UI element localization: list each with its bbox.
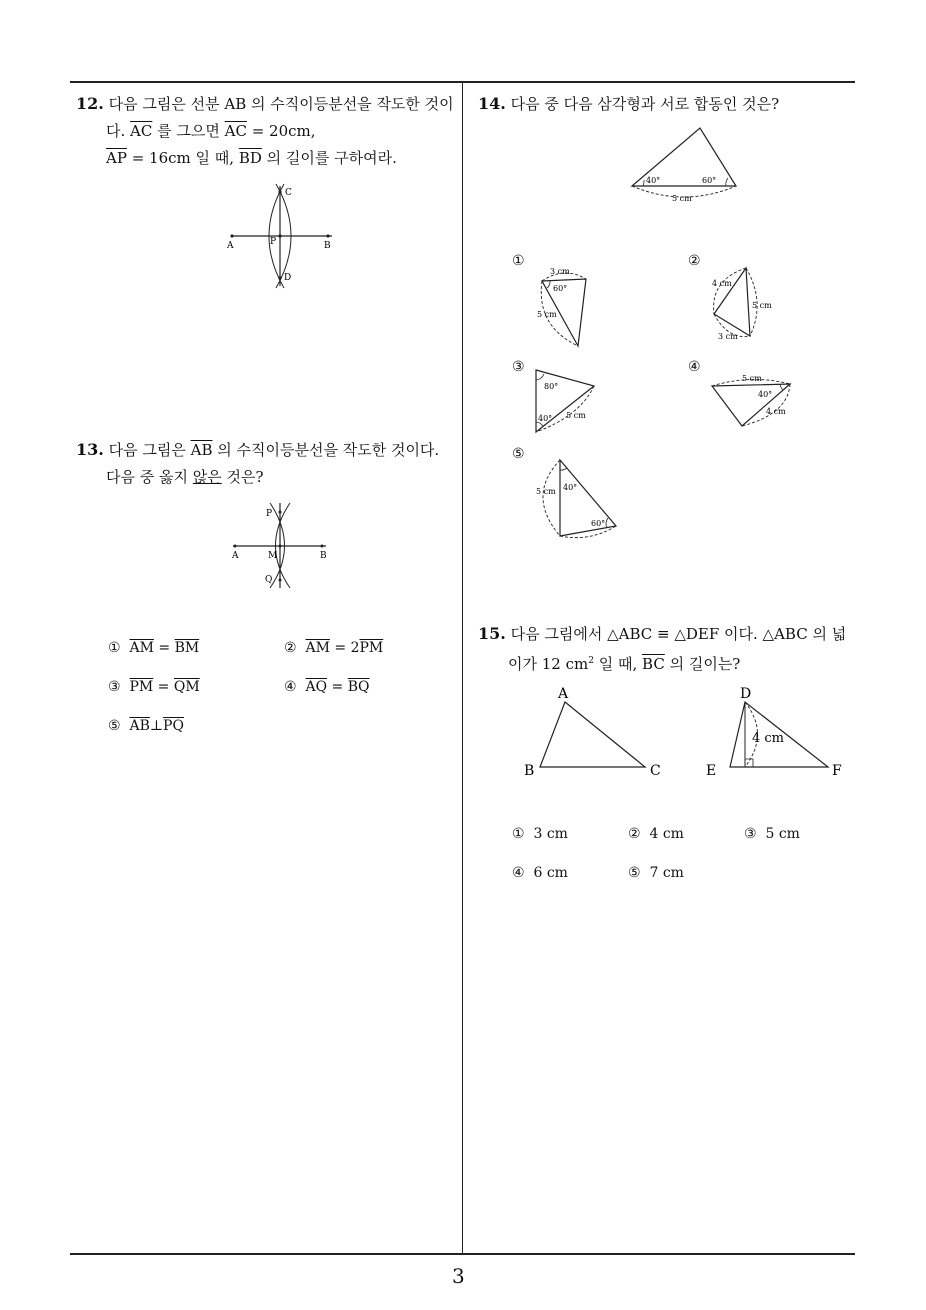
q12-line3	[76, 145, 460, 172]
option-number: ⑤	[108, 718, 121, 734]
q14-choice-3-number[interactable]: ③	[512, 359, 525, 375]
q14-choice-4-figure[interactable]	[706, 372, 798, 430]
q14-c4-len-4: 4 cm	[766, 407, 786, 416]
q13-label-a: A	[232, 551, 239, 561]
option-number: ②	[628, 826, 641, 842]
q14-c3-len-5: 5 cm	[566, 411, 586, 420]
page-number: 3	[452, 1264, 465, 1288]
q15-option-1[interactable]	[512, 826, 568, 842]
question-12	[76, 90, 460, 172]
option-number: ①	[108, 640, 121, 656]
q15-label-e: E	[706, 763, 717, 779]
q12-seg-ac-2: $\overline{AC}$	[224, 122, 247, 140]
q13-underlined-word: 않은	[192, 468, 222, 486]
q14-c1-len-5: 5 cm	[537, 310, 557, 319]
q15-label-d: D	[740, 686, 752, 702]
q13-option-3[interactable]	[108, 679, 200, 695]
option-lhs: $\overline{AM}$	[129, 640, 154, 656]
option-number: ⑤	[628, 865, 641, 881]
q14-main-length: 5 cm	[672, 194, 692, 203]
q13-seg-ab: $\overline{AB}$	[190, 441, 213, 459]
q14-c2-len-3: 3 cm	[718, 332, 738, 341]
question-15	[478, 620, 863, 678]
q14-choice-1-figure[interactable]	[530, 264, 592, 350]
q14-number: 14.	[478, 94, 506, 113]
q15-figure	[520, 682, 850, 782]
column-divider	[462, 81, 463, 1255]
q15-option-2[interactable]	[628, 826, 684, 842]
q12-text-2a: 다.	[106, 122, 131, 140]
bottom-rule	[70, 1253, 855, 1255]
q15-option-3[interactable]	[744, 826, 800, 842]
q12-text-3a: = 16cm 일 때,	[126, 149, 239, 167]
q15-text-2b: 일 때,	[593, 655, 643, 673]
option-op: =	[153, 640, 175, 656]
option-number: ④	[512, 865, 525, 881]
option-number: ③	[108, 679, 121, 695]
q15-option-4[interactable]	[512, 865, 568, 881]
q14-c4-len-5: 5 cm	[742, 374, 762, 383]
q12-text-1: 다음 그림은 선분 AB 의 수직이등분선을 작도한 것이	[108, 95, 454, 113]
q13-text-2b: 것은?	[221, 468, 264, 486]
q14-main-angle-60: 60°	[702, 176, 717, 185]
q14-c2-len-4: 4 cm	[712, 279, 732, 288]
option-number: ④	[284, 679, 297, 695]
q14-choice-5-number[interactable]: ⑤	[512, 446, 525, 462]
question-14	[478, 90, 858, 118]
q15-text-2c: 의 길이는?	[664, 655, 741, 673]
q15-number: 15.	[478, 624, 506, 643]
q14-c4-angle: 40°	[758, 390, 773, 399]
q14-main-angle-40: 40°	[646, 176, 661, 185]
q15-label-a: A	[558, 686, 569, 702]
q12-line1	[76, 90, 460, 118]
q13-line2	[76, 464, 460, 491]
q13-option-2[interactable]	[284, 640, 383, 656]
q15-text-2a: 이가 12 cm	[508, 655, 589, 673]
q14-c3-angle-40: 40°	[538, 414, 553, 423]
q12-seg-bd: $\overline{BD}$	[238, 149, 262, 167]
q12-seg-ac: $\overline{AC}$	[130, 122, 153, 140]
q13-text-2a: 다음 중 옳지	[106, 468, 193, 486]
q12-text-2b: 를 그으면	[152, 122, 225, 140]
q12-figure	[222, 178, 342, 293]
option-lhs: $\overline{AB}$	[129, 718, 150, 734]
option-rhs: $\overline{BQ}$	[347, 679, 370, 695]
q14-c3-angle-80: 80°	[544, 382, 559, 391]
q13-line1	[76, 436, 460, 464]
q14-choice-2-number[interactable]: ②	[688, 253, 701, 269]
q12-label-p: P	[270, 237, 277, 247]
q13-text-1a: 다음 그림은	[108, 441, 191, 459]
option-lhs: $\overline{AM}$	[305, 640, 330, 656]
q14-c1-len-3: 3 cm	[550, 267, 570, 276]
q15-option-5[interactable]	[628, 865, 684, 881]
q13-number: 13.	[76, 440, 104, 459]
option-lhs: $\overline{PM}$	[129, 679, 154, 695]
q14-choice-3-figure[interactable]	[530, 364, 600, 436]
option-rhs: $\overline{PQ}$	[163, 718, 184, 734]
option-op: =	[329, 640, 351, 656]
q13-text-1b: 의 수직이등분선을 작도한 것이다.	[212, 441, 440, 459]
q14-c1-angle: 60°	[553, 284, 568, 293]
q15-line2	[478, 648, 863, 678]
q14-c2-len-5: 5 cm	[752, 301, 772, 310]
q12-text-2c: = 20cm,	[246, 122, 316, 140]
option-value: 5 cm	[765, 826, 800, 842]
q15-height-label: 4 cm	[752, 731, 785, 746]
q13-option-1[interactable]	[108, 640, 199, 656]
option-number: ③	[744, 826, 757, 842]
option-rhs: $\overline{BM}$	[174, 640, 200, 656]
q14-main-triangle	[626, 122, 742, 204]
q12-label-c: C	[285, 188, 292, 198]
option-op: =	[327, 679, 348, 695]
q14-c5-angle-60: 60°	[591, 519, 606, 528]
q15-text-1: 다음 그림에서 △ABC ≡ △DEF 이다. △ABC 의 넓	[510, 625, 847, 643]
q14-choice-1-number[interactable]: ①	[512, 253, 525, 269]
q12-label-d: D	[284, 273, 292, 283]
option-rhs: $\overline{QM}$	[173, 679, 200, 695]
option-lhs: $\overline{AQ}$	[305, 679, 328, 695]
option-number: ①	[512, 826, 525, 842]
q12-text-3b: 의 길이를 구하여라.	[261, 149, 397, 167]
option-op: =	[153, 679, 174, 695]
q13-figure	[228, 500, 338, 590]
q13-label-b: B	[320, 551, 327, 561]
q12-number: 12.	[76, 94, 104, 113]
q15-label-f: F	[832, 763, 842, 779]
option-number: ②	[284, 640, 297, 656]
q14-choice-2-figure[interactable]	[706, 264, 776, 346]
q14-c5-angle-40: 40°	[563, 483, 578, 492]
q12-label-b: B	[324, 241, 331, 251]
option-value: 6 cm	[533, 865, 568, 881]
q14-choice-4-number[interactable]: ④	[688, 359, 701, 375]
option-value: 3 cm	[533, 826, 568, 842]
q15-label-c: C	[650, 763, 661, 779]
q13-label-p: P	[266, 509, 273, 519]
q14-choice-5-figure[interactable]	[530, 456, 622, 540]
q15-superscript: 2	[588, 656, 594, 666]
q13-option-5[interactable]	[108, 718, 184, 734]
q15-line1	[478, 620, 863, 648]
q15-label-b: B	[524, 763, 535, 779]
option-value: 7 cm	[649, 865, 684, 881]
q12-seg-ap: $\overline{AP}$	[106, 149, 127, 167]
q14-text: 다음 중 다음 삼각형과 서로 합동인 것은?	[510, 95, 780, 113]
option-rhs: $\overline{PM}$	[359, 640, 384, 656]
question-13	[76, 436, 460, 491]
q13-label-m: M	[268, 551, 278, 561]
q14-c5-len-5: 5 cm	[536, 487, 556, 496]
q12-label-a: A	[227, 241, 234, 251]
q13-label-q: Q	[265, 575, 273, 585]
q13-option-4[interactable]	[284, 679, 369, 695]
option-coef: 2	[350, 640, 360, 656]
q12-line2	[76, 118, 460, 145]
option-value: 4 cm	[649, 826, 684, 842]
q15-seg-bc: $\overline{BC}$	[642, 655, 665, 673]
option-op: ⊥	[149, 718, 164, 734]
